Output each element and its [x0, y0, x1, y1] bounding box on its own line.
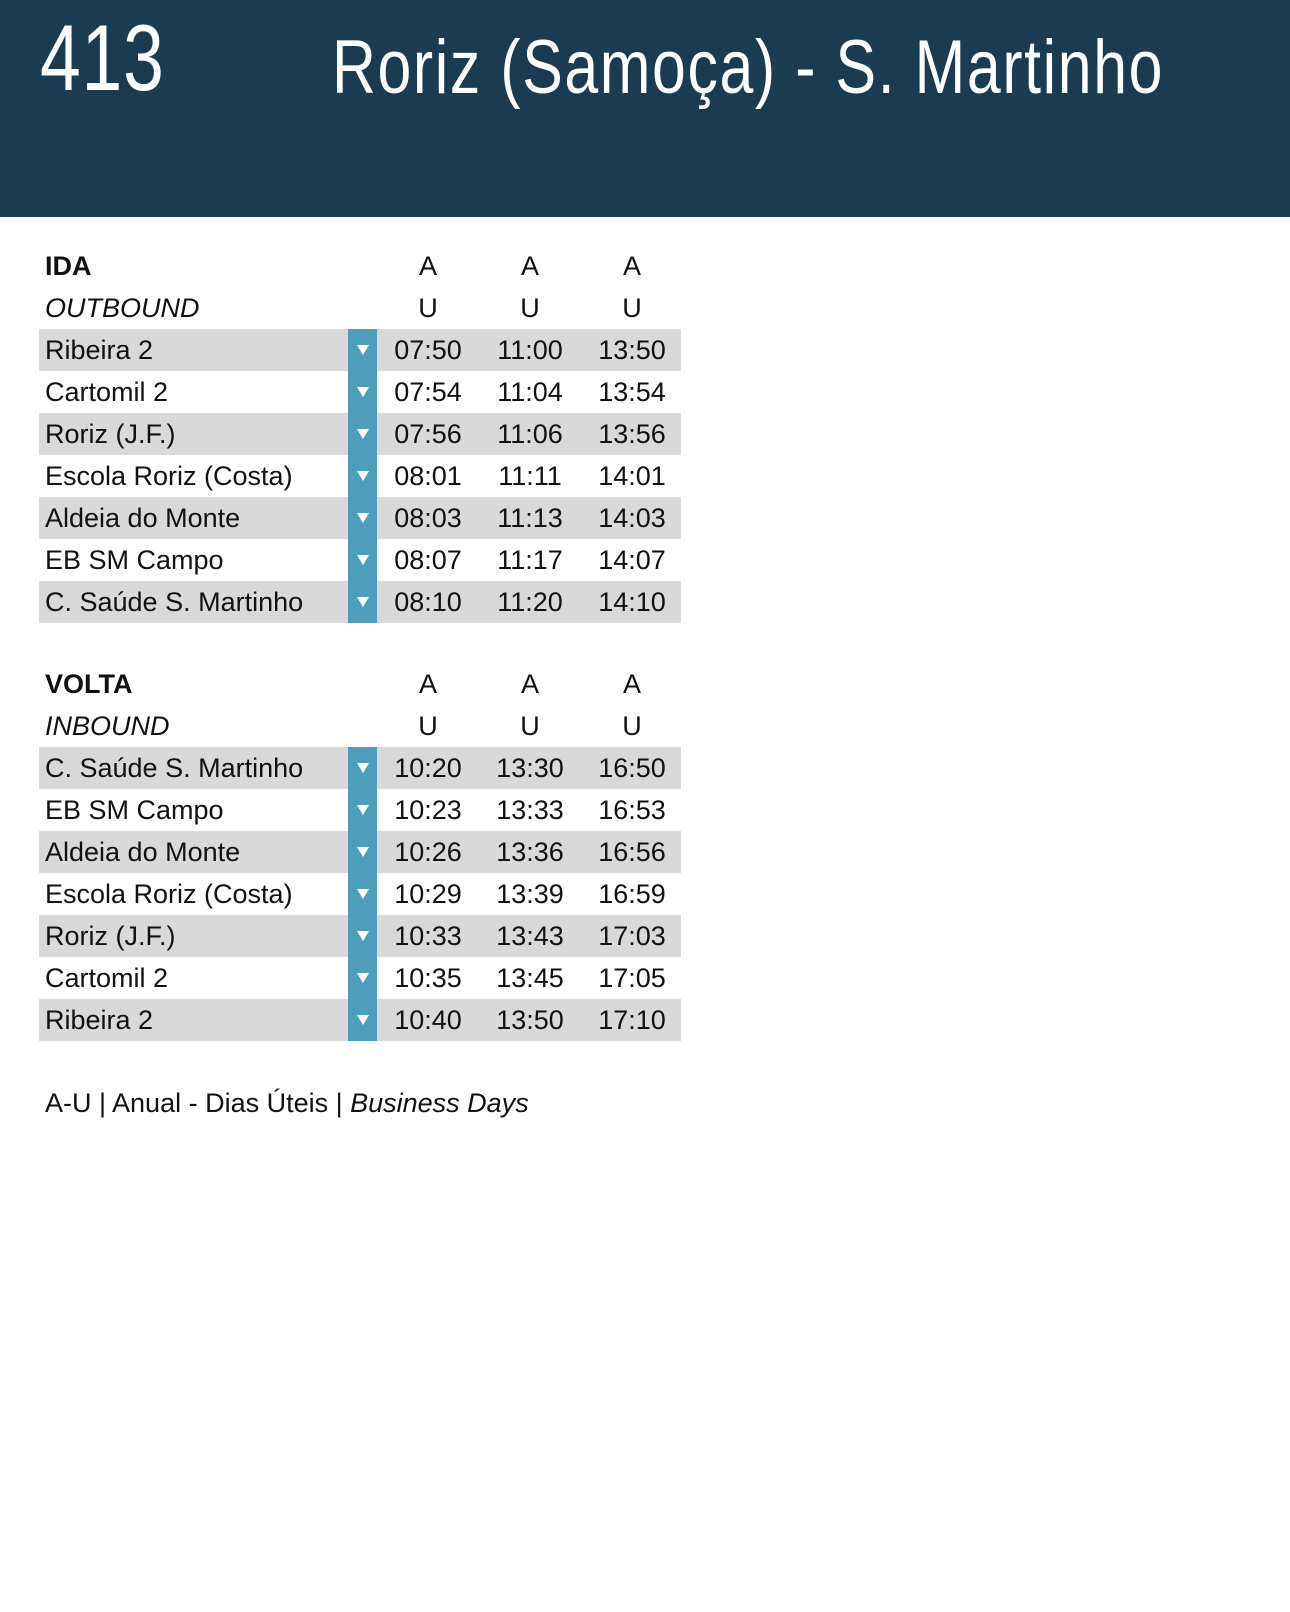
- departure-time: 13:54: [598, 377, 666, 407]
- departure-time: 10:35: [394, 963, 462, 993]
- inbound-label-en: INBOUND: [45, 711, 170, 741]
- inbound-label: VOLTA: [45, 669, 133, 699]
- departure-time: 11:13: [497, 503, 563, 533]
- stop-name: Roriz (J.F.): [45, 921, 176, 951]
- inbound-header-row-2: [39, 705, 681, 747]
- departure-time: 07:54: [394, 377, 462, 407]
- stop-name: EB SM Campo: [45, 545, 224, 575]
- departure-time: 11:00: [497, 335, 563, 365]
- timetable-row: [39, 539, 681, 581]
- outbound-label-en: OUTBOUND: [45, 293, 200, 323]
- outbound-header-row-1: [39, 245, 681, 287]
- triangle-down-icon: [348, 581, 377, 623]
- column-code-top: A: [520, 669, 539, 699]
- departure-time: 10:23: [394, 795, 462, 825]
- triangle-down-icon: [348, 957, 377, 999]
- triangle-down-icon: [348, 371, 377, 413]
- timetable-row: [39, 329, 681, 371]
- column-code-top: A: [418, 669, 437, 699]
- departure-time: 10:26: [394, 837, 462, 867]
- departure-time: 14:10: [598, 587, 666, 617]
- timetable-row: [39, 999, 681, 1041]
- departure-time: 14:07: [598, 545, 666, 575]
- stop-name: C. Saúde S. Martinho: [45, 753, 304, 783]
- service-legend: [45, 1088, 529, 1119]
- stop-name: Aldeia do Monte: [45, 837, 241, 867]
- stop-name: Escola Roriz (Costa): [45, 461, 293, 491]
- stop-name: Ribeira 2: [45, 1005, 154, 1035]
- departure-time: 14:01: [598, 461, 666, 491]
- timetable-row: [39, 957, 681, 999]
- departure-time: 13:50: [598, 335, 666, 365]
- timetable-row: [39, 455, 681, 497]
- departure-time: 13:39: [496, 879, 564, 909]
- departure-time: 13:33: [496, 795, 564, 825]
- timetable-row: [39, 413, 681, 455]
- route-name: Roriz (Samoça) - S. Martinho: [332, 25, 1165, 110]
- legend-text-en: Business Days: [350, 1088, 529, 1118]
- column-code-bottom: U: [622, 711, 642, 741]
- column-code-top: A: [418, 251, 437, 281]
- stop-name: Roriz (J.F.): [45, 419, 176, 449]
- outbound-header-row-2: [39, 287, 681, 329]
- stop-name: Escola Roriz (Costa): [45, 879, 293, 909]
- stop-name: Ribeira 2: [45, 335, 154, 365]
- column-code-bottom: U: [418, 711, 438, 741]
- column-code-top: A: [622, 669, 641, 699]
- departure-time: 11:20: [497, 587, 563, 617]
- timetable-row: [39, 789, 681, 831]
- departure-time: 08:07: [394, 545, 462, 575]
- departure-time: 08:01: [394, 461, 462, 491]
- departure-time: 13:50: [496, 1005, 564, 1035]
- triangle-down-icon: [348, 789, 377, 831]
- column-code-top: A: [622, 251, 641, 281]
- departure-time: 17:10: [598, 1005, 666, 1035]
- triangle-down-icon: [348, 413, 377, 455]
- departure-time: 11:04: [497, 377, 563, 407]
- timetable-row: [39, 581, 681, 623]
- stop-name: Cartomil 2: [45, 377, 169, 407]
- inbound-timetable: [39, 663, 681, 1041]
- stop-name: Cartomil 2: [45, 963, 169, 993]
- stop-name: C. Saúde S. Martinho: [45, 587, 304, 617]
- inbound-header-row-1: [39, 663, 681, 705]
- triangle-down-icon: [348, 747, 377, 789]
- departure-time: 08:10: [394, 587, 462, 617]
- column-code-bottom: U: [622, 293, 642, 323]
- stop-name: EB SM Campo: [45, 795, 224, 825]
- route-header: [0, 0, 1290, 217]
- column-code-top: A: [520, 251, 539, 281]
- departure-time: 11:11: [498, 461, 562, 491]
- timetable-row: [39, 915, 681, 957]
- departure-time: 10:33: [394, 921, 462, 951]
- triangle-down-icon: [348, 497, 377, 539]
- stop-name: Aldeia do Monte: [45, 503, 241, 533]
- triangle-down-icon: [348, 873, 377, 915]
- departure-time: 17:05: [598, 963, 666, 993]
- departure-time: 16:53: [598, 795, 666, 825]
- departure-time: 08:03: [394, 503, 462, 533]
- legend-text: A-U | Anual - Dias Úteis |: [45, 1088, 351, 1118]
- departure-time: 14:03: [598, 503, 666, 533]
- departure-time: 11:06: [497, 419, 563, 449]
- column-code-bottom: U: [520, 711, 540, 741]
- departure-time: 10:29: [394, 879, 462, 909]
- triangle-down-icon: [348, 915, 377, 957]
- departure-time: 16:50: [598, 753, 666, 783]
- departure-time: 10:20: [394, 753, 462, 783]
- triangle-down-icon: [348, 999, 377, 1041]
- departure-time: 13:56: [598, 419, 666, 449]
- route-number: 413: [40, 5, 165, 110]
- departure-time: 07:56: [394, 419, 462, 449]
- departure-time: 17:03: [598, 921, 666, 951]
- timetable-row: [39, 371, 681, 413]
- departure-time: 13:30: [496, 753, 564, 783]
- departure-time: 16:56: [598, 837, 666, 867]
- timetable-row: [39, 747, 681, 789]
- departure-time: 13:45: [496, 963, 564, 993]
- departure-time: 13:36: [496, 837, 564, 867]
- triangle-down-icon: [348, 539, 377, 581]
- departure-time: 07:50: [394, 335, 462, 365]
- triangle-down-icon: [348, 455, 377, 497]
- triangle-down-icon: [348, 329, 377, 371]
- triangle-down-icon: [348, 831, 377, 873]
- departure-time: 10:40: [394, 1005, 462, 1035]
- departure-time: 13:43: [496, 921, 564, 951]
- outbound-timetable: [39, 245, 681, 623]
- timetable-row: [39, 497, 681, 539]
- timetable-row: [39, 873, 681, 915]
- departure-time: 16:59: [598, 879, 666, 909]
- departure-time: 11:17: [497, 545, 563, 575]
- timetable-row: [39, 831, 681, 873]
- column-code-bottom: U: [418, 293, 438, 323]
- column-code-bottom: U: [520, 293, 540, 323]
- outbound-label: IDA: [45, 251, 92, 281]
